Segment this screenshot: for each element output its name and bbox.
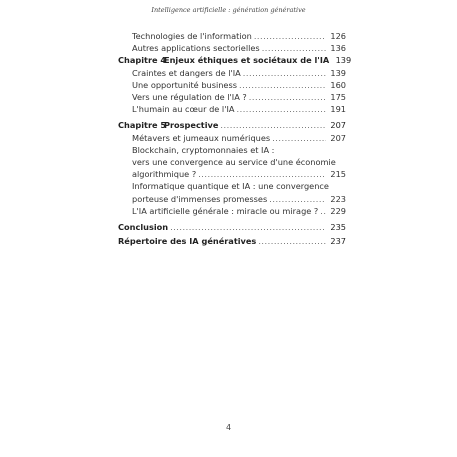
toc-entry-page: 229 [330, 205, 346, 216]
toc-entry-line: Informatique quantique et IA : une convergence [132, 181, 329, 192]
toc-leader [254, 30, 326, 42]
toc-entry-title: L'humain au cœur de l'IA [132, 104, 235, 115]
toc-entry-page: 207 [330, 132, 346, 143]
toc-chapter-name: Enjeux éthiques et sociétaux de l'IA [164, 55, 330, 66]
toc-entry-page: 126 [330, 31, 346, 41]
toc-entry-multiline[interactable] [118, 180, 346, 204]
toc-entry-title: Craintes et dangers de l'IA [132, 67, 241, 78]
toc-entry-title: algorithmique ? [132, 169, 197, 180]
toc-entry-page: 237 [330, 236, 346, 247]
toc-entry-title: Métavers et jumeaux numériques [132, 132, 271, 143]
toc-entry[interactable] [118, 79, 346, 91]
toc-entry-title: Conclusion [118, 222, 169, 233]
toc-chapter-title [118, 119, 218, 131]
toc-chapter-5[interactable] [118, 119, 346, 131]
toc-leader [236, 103, 326, 115]
toc-entry-title: Technologies de l'information [132, 31, 252, 41]
toc-entry[interactable] [118, 205, 346, 217]
toc-entry[interactable] [118, 91, 346, 103]
toc-leader [249, 91, 326, 103]
toc-leader [198, 168, 326, 180]
toc-leader [170, 221, 326, 233]
toc-repertoire[interactable] [118, 235, 346, 247]
toc-entry[interactable] [118, 30, 346, 42]
toc-entry [118, 193, 346, 205]
toc-entry-title: Une opportunité business [132, 79, 237, 90]
page-number: 4 [225, 423, 232, 432]
toc-entry[interactable] [118, 42, 346, 54]
toc-entry[interactable] [118, 132, 346, 144]
table-of-contents [118, 30, 352, 247]
toc-entry-title: Vers une régulation de l'IA ? [132, 92, 247, 103]
toc-entry-page: 139 [335, 55, 352, 66]
toc-entry-page: 215 [330, 169, 346, 180]
toc-entry-page: 235 [330, 222, 346, 233]
toc-leader [262, 42, 326, 54]
toc-leader [320, 205, 326, 217]
toc-leader [239, 79, 326, 91]
toc-entry-title: porteuse d'immenses promesses [132, 193, 268, 204]
toc-conclusion[interactable] [118, 221, 346, 233]
toc-entry[interactable] [118, 103, 346, 115]
toc-chapter-label: Chapitre 5 [118, 120, 167, 131]
toc-entry-page: 160 [330, 79, 346, 90]
toc-entry-page: 207 [330, 120, 346, 131]
toc-entry-title: Répertoire des IA génératives [118, 236, 257, 247]
toc-leader [269, 193, 326, 205]
toc-entry[interactable] [118, 67, 346, 79]
toc-chapter-title [118, 54, 329, 66]
toc-entry-line: Blockchain, cryptomonnaies et IA : [132, 144, 275, 155]
toc-entry-page: 223 [330, 193, 346, 204]
running-header: Intelligence artificielle : génération générative [151, 6, 306, 14]
toc-entry-page: 136 [330, 43, 346, 54]
toc-chapter-label: Chapitre 4 [118, 55, 167, 66]
toc-leader [258, 235, 326, 247]
toc-entry-page: 175 [330, 92, 346, 103]
toc-entry-page: 139 [330, 67, 346, 78]
toc-entry-multiline[interactable] [118, 144, 346, 181]
toc-entry [118, 168, 346, 180]
toc-leader [272, 132, 326, 144]
toc-chapter-4[interactable] [118, 54, 352, 66]
toc-entry-line: vers une convergence au service d'une économie [132, 157, 336, 168]
toc-entry-title: Autres applications sectorielles [132, 43, 260, 54]
toc-entry-title: L'IA artificielle générale : miracle ou mirage ? [132, 205, 319, 216]
toc-chapter-name: Prospective [164, 120, 219, 131]
toc-leader [220, 119, 326, 131]
toc-entry-page: 191 [330, 104, 346, 115]
toc-leader [243, 67, 326, 79]
